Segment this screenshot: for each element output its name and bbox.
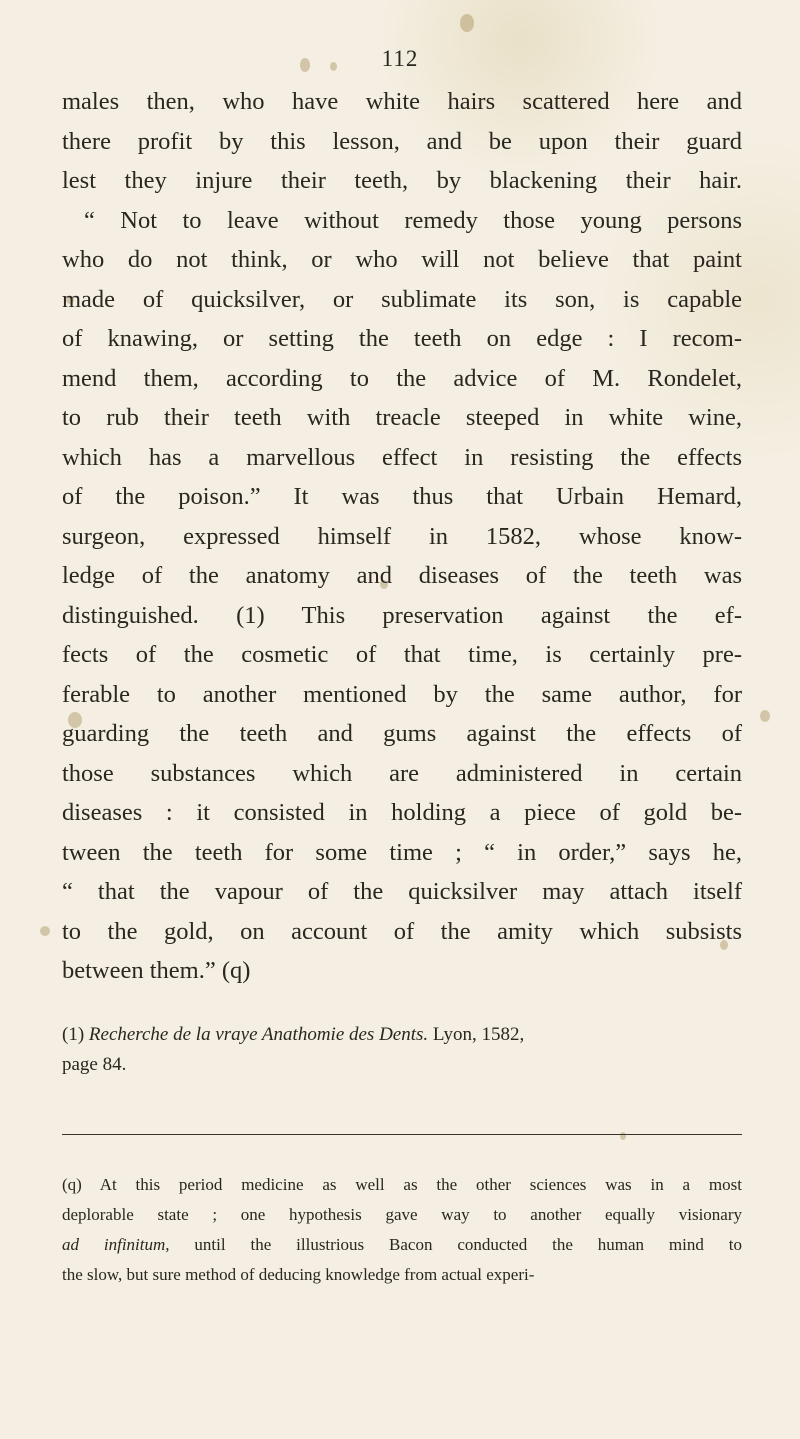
text-line: of the poison.” It was thus that Urbain Hemard, [62,483,742,510]
text-line: made of quicksilver, or sublimate its son, is capable [62,285,742,313]
text-line: diseases : it consisted in holding a piece of gold be- [62,799,742,826]
footnote-q-line-rest: until the illustrious Bacon conducted the human mind to [169,1235,742,1254]
text-line: which has a marvellous effect in resisting the effects [62,443,742,471]
footnote-q-line: (q) At this period medicine as well as the other sciences was in a most [62,1175,742,1194]
text-line: guarding the teeth and gums against the effects of [62,720,742,747]
foxing-stain [460,14,474,32]
text-line: of knawing, or setting the teeth on edge : I recom- [62,325,742,352]
footnote-q [62,1170,742,1290]
text-line: “ Not to leave without remedy those young persons [84,206,742,234]
footnote-1-page: page 84. [62,1054,127,1075]
text-line: ledge of the anatomy and diseases of the teeth was [62,562,742,589]
footnote-q-line: deplorable state ; one hypothesis gave way to another equally visionary [62,1205,742,1224]
text-line: tween the teeth for some time ; “ in order,” says he, [62,838,742,866]
page-number: 112 [381,46,419,71]
text-line: there profit by this lesson, and be upon their guard [62,127,742,155]
text-line: surgeon, expressed himself in 1582, whose know- [62,522,742,550]
footnote-1-marker: (1) [62,1024,85,1045]
text-line: distinguished. (1) This preservation against the ef- [62,601,742,629]
footnote-1-line [62,1020,742,1050]
footnote-1-title: Recherche de la vraye Anathomie des Dents. [88,1024,429,1045]
footnote-1 [62,1020,742,1080]
text-line: mend them, according to the advice of M. Rondelet, [62,364,742,392]
foxing-stain [40,926,50,936]
body-text [62,82,742,991]
footnote-q-italic: ad infinitum, [62,1235,170,1254]
footnote-q-line: the slow, but sure method of deducing knowledge from actual experi- [62,1265,535,1284]
text-line: between them.” (q) [62,957,251,984]
footnote-divider [62,1134,742,1135]
footnote-1-place: Lyon, 1582, [432,1024,525,1045]
text-line: who do not think, or who will not believe that paint [62,246,742,273]
text-line: fects of the cosmetic of that time, is certainly pre- [62,641,742,668]
text-line: to rub their teeth with treacle steeped in white wine, [62,404,742,431]
footnote-q-line [62,1230,742,1260]
text-line: ferable to another mentioned by the same author, for [62,680,742,708]
text-line: those substances which are administered in certain [62,759,742,787]
text-line: “ that the vapour of the quicksilver may attach itself [62,878,742,905]
foxing-stain [760,710,770,722]
text-line: to the gold, on account of the amity which subsists [62,917,742,945]
text-line: males then, who have white hairs scattered here and [62,88,742,115]
text-line: lest they injure their teeth, by blackening their hair. [62,167,742,194]
